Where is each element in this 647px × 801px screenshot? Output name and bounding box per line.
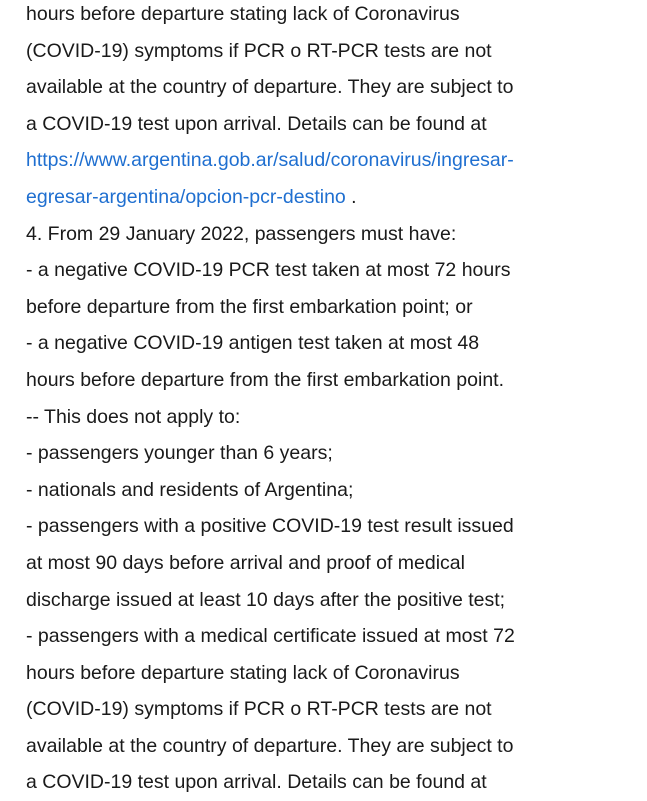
document-body — [26, 0, 641, 801]
text-line: hours before departure stating lack of Coronavirus — [26, 661, 460, 684]
text-line: - passengers with a positive COVID-19 test result issued — [26, 515, 514, 538]
text-line: - passengers with a medical certificate issued at most 72 — [26, 625, 515, 648]
text-line: available at the country of departure. They are subject to — [26, 734, 514, 757]
text-line: discharge issued at least 10 days after the positive test; — [26, 588, 506, 611]
text-line: (COVID-19) symptoms if PCR o RT-PCR tests are not — [26, 698, 492, 721]
text-line: 4. From 29 January 2022, passengers must have: — [26, 222, 457, 245]
text-line: a COVID-19 test upon arrival. Details can be found at — [26, 771, 487, 794]
text-line: available at the country of departure. They are subject to — [26, 76, 514, 99]
text-line: hours before departure stating lack of Coronavirus — [26, 3, 460, 25]
text-line: a COVID-19 test upon arrival. Details can be found at — [26, 112, 487, 135]
text-line: hours before departure from the first embarkation point. — [26, 368, 504, 391]
text-line: - a negative COVID-19 PCR test taken at most 72 hours — [26, 259, 511, 282]
text-line: - a negative COVID-19 antigen test taken at most 48 — [26, 332, 480, 355]
text-line: before departure from the first embarkation point; or — [26, 295, 473, 318]
text-line: at most 90 days before arrival and proof of medical — [26, 551, 465, 574]
text-line: - passengers younger than 6 years; — [26, 442, 333, 465]
argentina-info-link[interactable]: https://www.argentina.gob.ar/salud/coronavirus/ingresar- — [26, 149, 514, 172]
text-line: (COVID-19) symptoms if PCR o RT-PCR tests are not — [26, 39, 492, 62]
link-suffix: . — [345, 185, 357, 208]
text-line: -- This does not apply to: — [26, 405, 241, 428]
link-line — [26, 142, 641, 179]
argentina-info-link-continued[interactable]: egresar-argentina/opcion-pcr-destino — [26, 185, 346, 208]
link-line — [26, 179, 641, 216]
text-line: - nationals and residents of Argentina; — [26, 478, 354, 501]
